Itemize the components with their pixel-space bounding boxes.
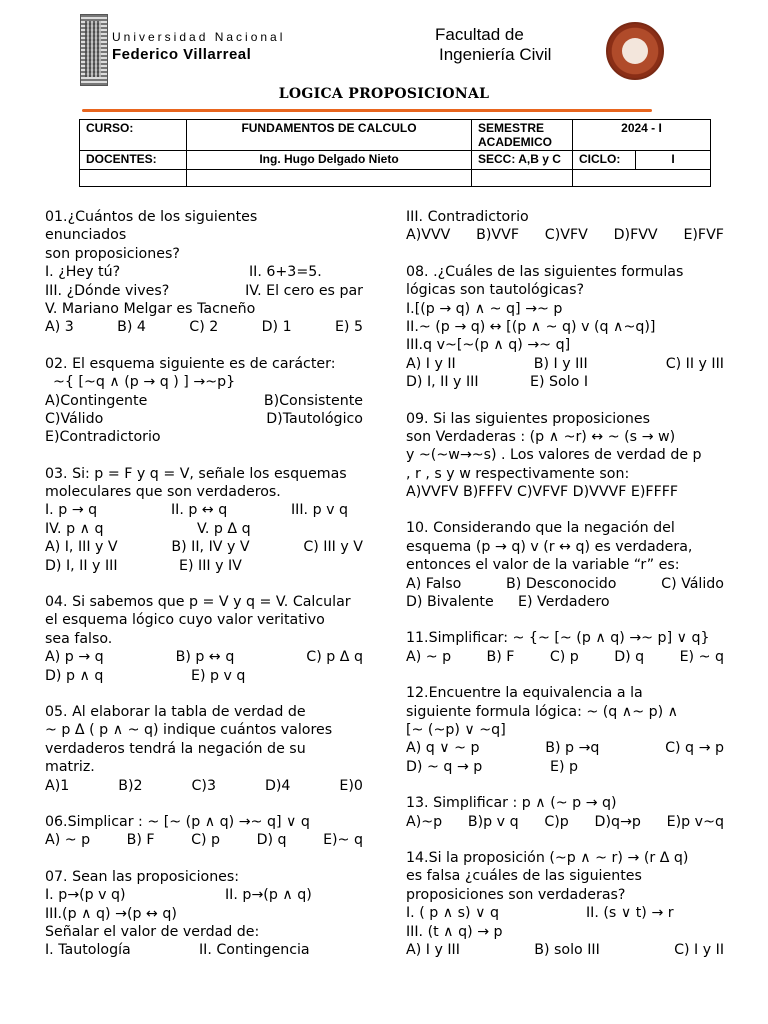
option: C) II y III [665, 355, 724, 372]
option: D) 1 [261, 319, 292, 336]
option: C) p [191, 832, 221, 849]
option: D) p ∧ q [45, 667, 104, 684]
option-line [406, 758, 724, 776]
option: E) p [550, 758, 579, 775]
question-text: enunciados [45, 227, 127, 244]
question-text: entonces el valor de la variable “r” es: [406, 557, 680, 574]
item-line [45, 520, 363, 538]
question-text: 11.Simplificar: ~ {~ [~ (p ∧ q) →~ p] ∨ q} [406, 630, 710, 647]
option: E)FVF [683, 227, 724, 244]
question-text: , r , s y w respectivamente son: [406, 465, 630, 482]
option: B)Consistente [263, 392, 363, 409]
answer-options [45, 777, 363, 795]
item: III. (t ∧ q) → p [406, 923, 503, 940]
option-line [45, 538, 363, 556]
title-underline [82, 109, 652, 112]
question-text: 09. Si las siguientes proposiciones [406, 410, 651, 427]
question-text: y ~(~w→~s) . Los valores de verdad de p [406, 447, 702, 464]
item-line [406, 904, 724, 922]
option: B) Desconocido [506, 575, 617, 592]
question-11 [406, 629, 724, 666]
question-text: matriz. [45, 759, 95, 776]
option: E) ~ q [679, 648, 724, 665]
item-line [45, 263, 363, 281]
question-text: Señalar el valor de verdad de: [45, 923, 260, 940]
docentes-label: DOCENTES: [80, 151, 187, 170]
option: D) q [614, 648, 645, 665]
option: A) Falso [406, 575, 462, 592]
question-text: 02. El esquema siguiente es de carácter: [45, 355, 336, 372]
item-line [45, 941, 363, 959]
faculty-name-line1: Facultad de [435, 25, 524, 44]
item: IV. p ∧ q [45, 520, 104, 537]
option: B) solo III [534, 941, 600, 958]
question-text: ~ p Δ ( p ∧ ~ q) indique cuántos valores [45, 722, 333, 739]
answer-options [45, 831, 363, 849]
question-04 [45, 593, 363, 685]
empty-cell [80, 170, 187, 187]
ciclo-label: CICLO: [573, 151, 636, 170]
option: C)p [544, 813, 569, 830]
option: B)p v q [467, 813, 519, 830]
seccion-value: SECC: A,B y C [472, 151, 573, 170]
option: E) 5 [334, 319, 363, 336]
item: II. Contingencia [199, 942, 310, 959]
item: I.[(p → q) ∧ ~ q] →~ p [406, 300, 563, 317]
option: D) ~ q → p [406, 758, 483, 775]
question-06 [45, 813, 363, 850]
semestre-label: SEMESTRE ACADEMICO [472, 120, 573, 151]
question-text: 05. Al elaborar la tabla de verdad de [45, 703, 306, 720]
question-text: 13. Simplificar : p ∧ (~ p → q) [406, 795, 617, 812]
item: III.q v~[~(p ∧ q) →~ q] [406, 337, 571, 354]
option: E)Contradictorio [45, 429, 161, 446]
item: I. p→(p v q) [45, 887, 126, 904]
option: B) 4 [117, 319, 146, 336]
question-text: esquema (p → q) v (r ↔ q) es verdadera, [406, 538, 693, 555]
option: B) p →q [545, 740, 600, 757]
option: E) III y IV [179, 557, 242, 574]
question-text: 08. .¿Cuáles de las siguientes formulas [406, 263, 684, 280]
option: A) I, III y V [45, 539, 118, 556]
option-line [406, 593, 724, 611]
item: IV. El cero es par [245, 282, 363, 299]
option: E) Verdadero [518, 594, 610, 611]
option: C) q → p [665, 740, 724, 757]
option: D) I, II y III [406, 374, 479, 391]
question-14 [406, 849, 724, 959]
option: A) I y II [406, 355, 456, 372]
question-text: 03. Si: p = F y q = V, señale los esquemas [45, 465, 347, 482]
option: A) q ∨ ~ p [406, 740, 480, 757]
option: B) I y III [533, 355, 588, 372]
semestre-value: 2024 - I [573, 120, 711, 151]
formula: ~{ [~q ∧ (p → q ) ] →~p} [53, 374, 236, 391]
option: C)3 [191, 777, 216, 794]
question-13 [406, 794, 724, 831]
option: D)4 [264, 777, 291, 794]
empty-cell [573, 170, 711, 187]
option: A)VVV [406, 227, 451, 244]
option: A) p → q [45, 649, 104, 666]
option: C) p Δ q [306, 649, 363, 666]
question-text: sea falso. [45, 630, 113, 647]
docentes-value: Ing. Hugo Delgado Nieto [187, 151, 472, 170]
option: C) 2 [189, 319, 219, 336]
question-text: siguiente formula lógica: ~ (q ∧~ p) ∧ [406, 703, 679, 720]
question-text: 12.Encuentre la equivalencia a la [406, 685, 643, 702]
question-07-continued [406, 208, 724, 245]
item: I. Tautología [45, 942, 131, 959]
question-01 [45, 208, 363, 337]
question-text: son Verdaderas : (p ∧ ~r) ↔ ~ (s → w) [406, 428, 676, 445]
question-text: 06.Simplicar : ~ [~ (p ∧ q) →~ q] ∨ q [45, 813, 310, 830]
question-text: verdaderos tendrá la negación de su [45, 740, 306, 757]
option: E)0 [339, 777, 363, 794]
university-name-line2: Federico Villarreal [112, 46, 252, 63]
option: C)Válido [45, 410, 104, 427]
option-line [45, 648, 363, 666]
option: C) III y V [303, 539, 363, 556]
item: V. p Δ q [197, 520, 251, 537]
option: B) F [126, 832, 155, 849]
question-08 [406, 263, 724, 392]
option: A)Contingente [45, 392, 148, 409]
option: C) Válido [661, 575, 724, 592]
question-05 [45, 703, 363, 795]
option: D) q [256, 832, 287, 849]
curso-label: CURSO: [80, 120, 187, 151]
faculty-seal [606, 22, 664, 80]
option: B)2 [118, 777, 143, 794]
option: D) I, II y III [45, 557, 118, 574]
option: B)VVF [476, 227, 519, 244]
option-line [45, 410, 363, 428]
option: A)~p [406, 813, 443, 830]
answer-options [406, 226, 724, 244]
answer-options: A)VVFV B)FFFV C)VFVF D)VVVF E)FFFF [406, 484, 679, 501]
item: I. ¿Hey tú? [45, 264, 121, 281]
question-02 [45, 355, 363, 447]
option: C) I y II [674, 941, 724, 958]
question-text: lógicas son tautológicas? [406, 282, 585, 299]
item: III.(p ∧ q) →(p ↔ q) [45, 905, 177, 922]
option: B) p ↔ q [175, 649, 235, 666]
option: A) I y III [406, 941, 460, 958]
right-column [406, 208, 724, 959]
item: II. p→(p ∧ q) [225, 887, 312, 904]
item-line [45, 501, 363, 519]
option: E)~ q [323, 832, 363, 849]
question-text: proposiciones son verdaderas? [406, 886, 626, 903]
item: II. (s ∨ t) → r [586, 905, 674, 922]
option-line [406, 575, 724, 593]
option: A) ~ p [406, 648, 452, 665]
item: III. ¿Dónde vives? [45, 282, 170, 299]
item: III. Contradictorio [406, 209, 529, 225]
question-text: es falsa ¿cuáles de las siguientes [406, 868, 642, 885]
option: B) F [486, 648, 515, 665]
option-line [406, 355, 724, 373]
option: B) II, IV y V [171, 539, 250, 556]
option: C)VFV [544, 227, 588, 244]
question-text: son proposiciones? [45, 245, 180, 262]
option: E) p v q [191, 667, 246, 684]
option-line [45, 392, 363, 410]
option-line [45, 557, 363, 575]
faculty-name-line2: Ingeniería Civil [439, 45, 552, 64]
item: I. p → q [45, 502, 98, 519]
empty-cell [187, 170, 472, 187]
option: E)p v~q [666, 813, 724, 830]
question-text: moleculares que son verdaderos. [45, 484, 281, 501]
ciclo-value: I [636, 151, 711, 170]
empty-cell [472, 170, 573, 187]
option-line [45, 667, 363, 685]
answer-options [45, 318, 363, 336]
answer-options [406, 813, 724, 831]
course-info-table [79, 119, 711, 187]
question-text: el esquema lógico cuyo valor veritativo [45, 612, 325, 629]
question-text: 01.¿Cuántos de los siguientes [45, 209, 258, 225]
option: A) ~ p [45, 832, 91, 849]
option-line [406, 941, 724, 959]
option: D)q→p [594, 813, 641, 830]
option: C) p [549, 648, 579, 665]
option-line [406, 739, 724, 757]
question-09 [406, 410, 724, 502]
question-12 [406, 684, 724, 776]
question-03 [45, 465, 363, 575]
question-text: [~ (~p) ∨ ~q] [406, 721, 506, 738]
question-text: 07. Sean las proposiciones: [45, 868, 240, 885]
option-line [406, 373, 724, 391]
item: III. p v q [291, 502, 348, 519]
option: A) 3 [45, 319, 74, 336]
item: II. 6+3=5. [249, 264, 322, 281]
item: II. p ↔ q [171, 502, 228, 519]
item-line [45, 282, 363, 300]
question-07 [45, 868, 363, 960]
question-text: 14.Si la proposición (~p ∧ ~ r) → (r Δ q) [406, 849, 689, 866]
question-text: 10. Considerando que la negación del [406, 520, 675, 537]
item: II.~ (p → q) ↔ [(p ∧ ~ q) v (q ∧~q)] [406, 318, 656, 335]
item-line [45, 886, 363, 904]
university-logo [80, 14, 108, 86]
option: E) Solo I [530, 374, 589, 391]
option: A)1 [45, 777, 70, 794]
university-name-line1: Universidad Nacional [112, 30, 286, 44]
question-10 [406, 519, 724, 611]
answer-options [406, 648, 724, 666]
left-column [45, 208, 363, 960]
option: D)FVV [613, 227, 658, 244]
option: D) Bivalente [406, 594, 494, 611]
document-title: LOGICA PROPOSICIONAL [278, 86, 490, 102]
question-text: 04. Si sabemos que p = V y q = V. Calcular [45, 594, 351, 611]
item: I. ( p ∧ s) ∨ q [406, 905, 499, 922]
item: V. Mariano Melgar es Tacneño [45, 300, 256, 317]
curso-value: FUNDAMENTOS DE CALCULO [187, 120, 472, 151]
option: D)Tautológico [266, 410, 363, 427]
